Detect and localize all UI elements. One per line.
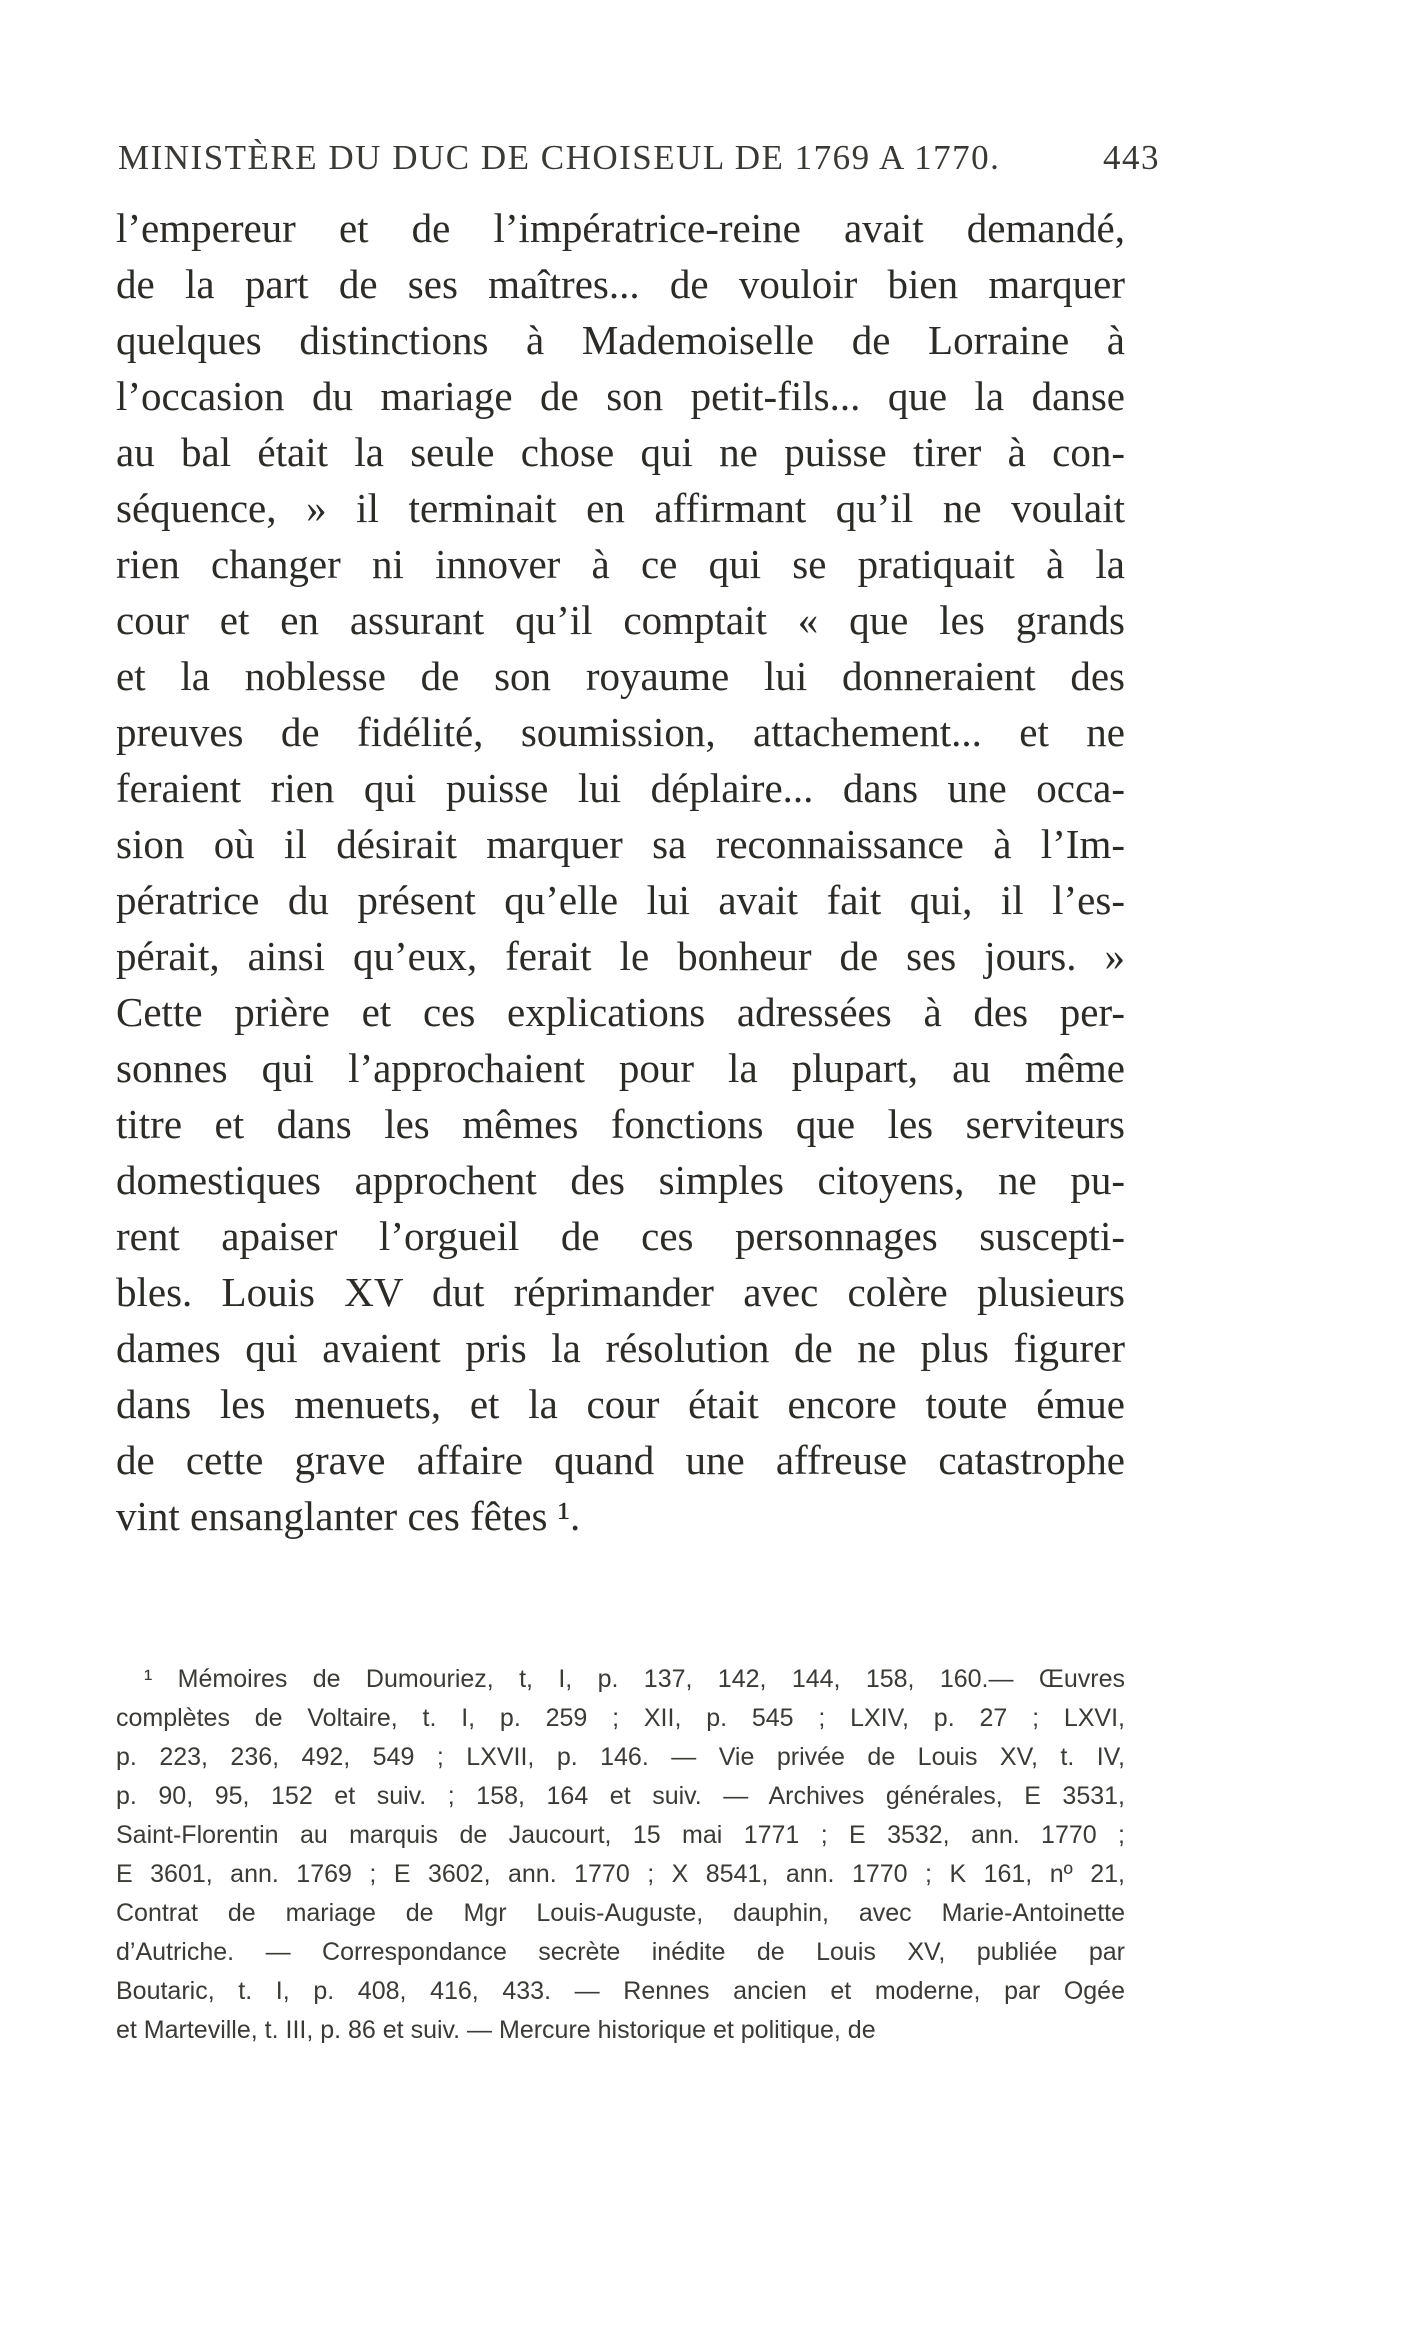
text-line: dames qui avaient pris la résolution de ne plus figurer: [116, 1325, 1125, 1371]
running-title: MINISTÈRE DU DUC DE CHOISEUL DE 1769 A 1770.: [118, 138, 1001, 177]
text-line: séquence, » il terminait en affirmant qu’il ne voulait: [116, 485, 1125, 531]
footnote-line: Contrat de mariage de Mgr Louis-Auguste, dauphin, avec Marie-Antoinette: [116, 1899, 1125, 1927]
text-line: rent apaiser l’orgueil de ces personnages suscepti-: [116, 1213, 1125, 1259]
text-line: feraient rien qui puisse lui déplaire... dans une occa-: [116, 765, 1125, 811]
footnote-line: ¹ Mémoires de Dumouriez, t, I, p. 137, 142, 144, 158, 160.— Œuvres: [144, 1665, 1125, 1693]
page-number: 443: [1103, 138, 1160, 177]
text-line: de cette grave affaire quand une affreuse catastrophe: [116, 1437, 1125, 1483]
text-line: sion où il désirait marquer sa reconnaissance à l’Im-: [116, 821, 1125, 867]
text-line: titre et dans les mêmes fonctions que les serviteurs: [116, 1101, 1125, 1147]
text-line: de la part de ses maîtres... de vouloir bien marquer: [116, 261, 1125, 307]
text-line: Cette prière et ces explications adressées à des per-: [116, 989, 1125, 1035]
text-line: vint ensanglanter ces fêtes ¹.: [116, 1493, 581, 1539]
footnote-line: E 3601, ann. 1769 ; E 3602, ann. 1770 ; X 8541, ann. 1770 ; K 161, nº 21,: [116, 1860, 1125, 1888]
footnote-line: p. 223, 236, 492, 549 ; LXVII, p. 146. — Vie privée de Louis XV, t. IV,: [116, 1743, 1125, 1771]
footnote-line: d’Autriche. — Correspondance secrète inédite de Louis XV, publiée par: [116, 1938, 1125, 1966]
footnote-line: p. 90, 95, 152 et suiv. ; 158, 164 et suiv. — Archives générales, E 3531,: [116, 1782, 1125, 1810]
text-line: bles. Louis XV dut réprimander avec colère plusieurs: [116, 1269, 1125, 1315]
text-line: l’occasion du mariage de son petit-fils... que la danse: [116, 373, 1125, 419]
main-text: [116, 200, 1125, 1544]
footnotes: [116, 1660, 1125, 2050]
text-line: preuves de fidélité, soumission, attachement... et ne: [116, 709, 1125, 755]
footnote-line: Saint-Florentin au marquis de Jaucourt, 15 mai 1771 ; E 3532, ann. 1770 ;: [116, 1821, 1125, 1849]
text-line: et la noblesse de son royaume lui donneraient des: [116, 653, 1125, 699]
footnote-line: complètes de Voltaire, t. I, p. 259 ; XII, p. 545 ; LXIV, p. 27 ; LXVI,: [116, 1704, 1125, 1732]
footnote-line: et Marteville, t. III, p. 86 et suiv. — Mercure historique et politique, de: [116, 2016, 876, 2044]
text-line: cour et en assurant qu’il comptait « que les grands: [116, 597, 1125, 643]
text-line: pérait, ainsi qu’eux, ferait le bonheur de ses jours. »: [116, 933, 1125, 979]
text-line: domestiques approchent des simples citoyens, ne pu-: [116, 1157, 1125, 1203]
running-header: [118, 138, 1160, 178]
footnote-line: Boutaric, t. I, p. 408, 416, 433. — Rennes ancien et moderne, par Ogée: [116, 1977, 1125, 2005]
text-line: au bal était la seule chose qui ne puisse tirer à con-: [116, 429, 1125, 475]
text-line: dans les menuets, et la cour était encore toute émue: [116, 1381, 1125, 1427]
text-line: l’empereur et de l’impératrice-reine avait demandé,: [116, 205, 1125, 251]
text-line: quelques distinctions à Mademoiselle de Lorraine à: [116, 317, 1125, 363]
text-line: rien changer ni innover à ce qui se pratiquait à la: [116, 541, 1125, 587]
text-line: sonnes qui l’approchaient pour la plupart, au même: [116, 1045, 1125, 1091]
text-line: pératrice du présent qu’elle lui avait fait qui, il l’es-: [116, 877, 1125, 923]
